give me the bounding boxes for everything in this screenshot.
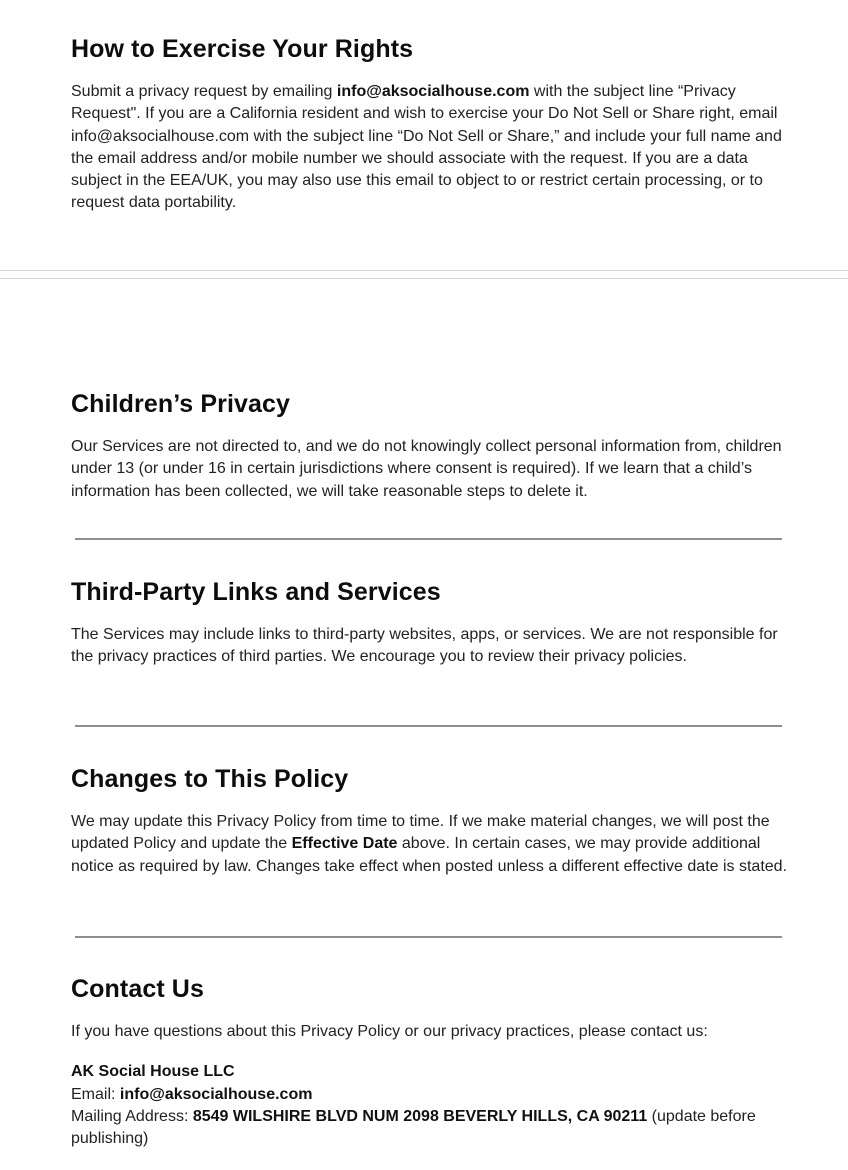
divider: [75, 936, 782, 938]
effective-date-label: Effective Date: [291, 835, 398, 853]
third-party-section: [71, 577, 789, 669]
contact-heading: Contact Us: [71, 975, 204, 1003]
contact-email-link[interactable]: info@aksocialhouse.com: [119, 1085, 313, 1103]
section-divider-top: [0, 270, 848, 271]
rights-paragraph: [71, 81, 789, 215]
mailing-address: 8549 WILSHIRE BLVD NUM 2098 BEVERLY HILLS, CA 90211: [192, 1107, 648, 1125]
address-label: Mailing Address:: [71, 1107, 193, 1125]
address-note: (update before publishing): [71, 1107, 756, 1148]
rights-email-link[interactable]: info@aksocialhouse.com: [336, 83, 530, 100]
section-divider-bottom: [0, 278, 848, 279]
third-party-heading: Third-Party Links and Services: [71, 578, 441, 606]
rights-text-2: with the subject line “Privacy Request". If you are a California resident and wish to exercise your Do Not Sell or Share right, email info@aksocialhouse.com with the subject line “Do Not Sell or Share,” and include your full name and the email address and/or mobile number we should associate with the request. If you are a data subject in the EEA/UK, you may also use this email to object to or restrict certain processing, or to request data portability.: [71, 83, 782, 212]
changes-text-1: We may update this Privacy Policy from time to time. If we make material changes, we will post the updated Policy and update the: [71, 813, 770, 853]
rights-text-1: Submit a privacy request by emailing: [71, 83, 337, 100]
children-paragraph: Our Services are not directed to, and we do not knowingly collect personal information from, children under 13 (or under 16 in certain jurisdictions where consent is required). If we learn that a child’s information has been collected, we will take reasonable steps to delete it.: [71, 438, 782, 500]
divider: [75, 538, 782, 540]
changes-section: [71, 764, 789, 878]
changes-heading: Changes to This Policy: [71, 765, 349, 793]
children-section: [71, 389, 789, 503]
contact-intro: If you have questions about this Privacy Policy or our privacy practices, please contact us:: [71, 1023, 708, 1040]
changes-text-2: above. In certain cases, we may provide additional notice as required by law. Changes take effect when posted unless a different effective date is stated.: [71, 835, 788, 875]
email-label: Email:: [71, 1085, 120, 1103]
third-party-paragraph: The Services may include links to third-party websites, apps, or services. We are not responsible for the privacy practices of third parties. We encourage you to review their privacy policies.: [71, 626, 778, 666]
contact-section: [71, 974, 789, 1150]
contact-details: [71, 1061, 789, 1150]
company-name: AK Social House LLC: [71, 1063, 235, 1081]
rights-heading: How to Exercise Your Rights: [71, 35, 414, 63]
changes-paragraph: [71, 811, 789, 878]
children-heading: Children’s Privacy: [71, 390, 291, 418]
rights-section: [71, 34, 789, 215]
divider: [75, 725, 782, 727]
